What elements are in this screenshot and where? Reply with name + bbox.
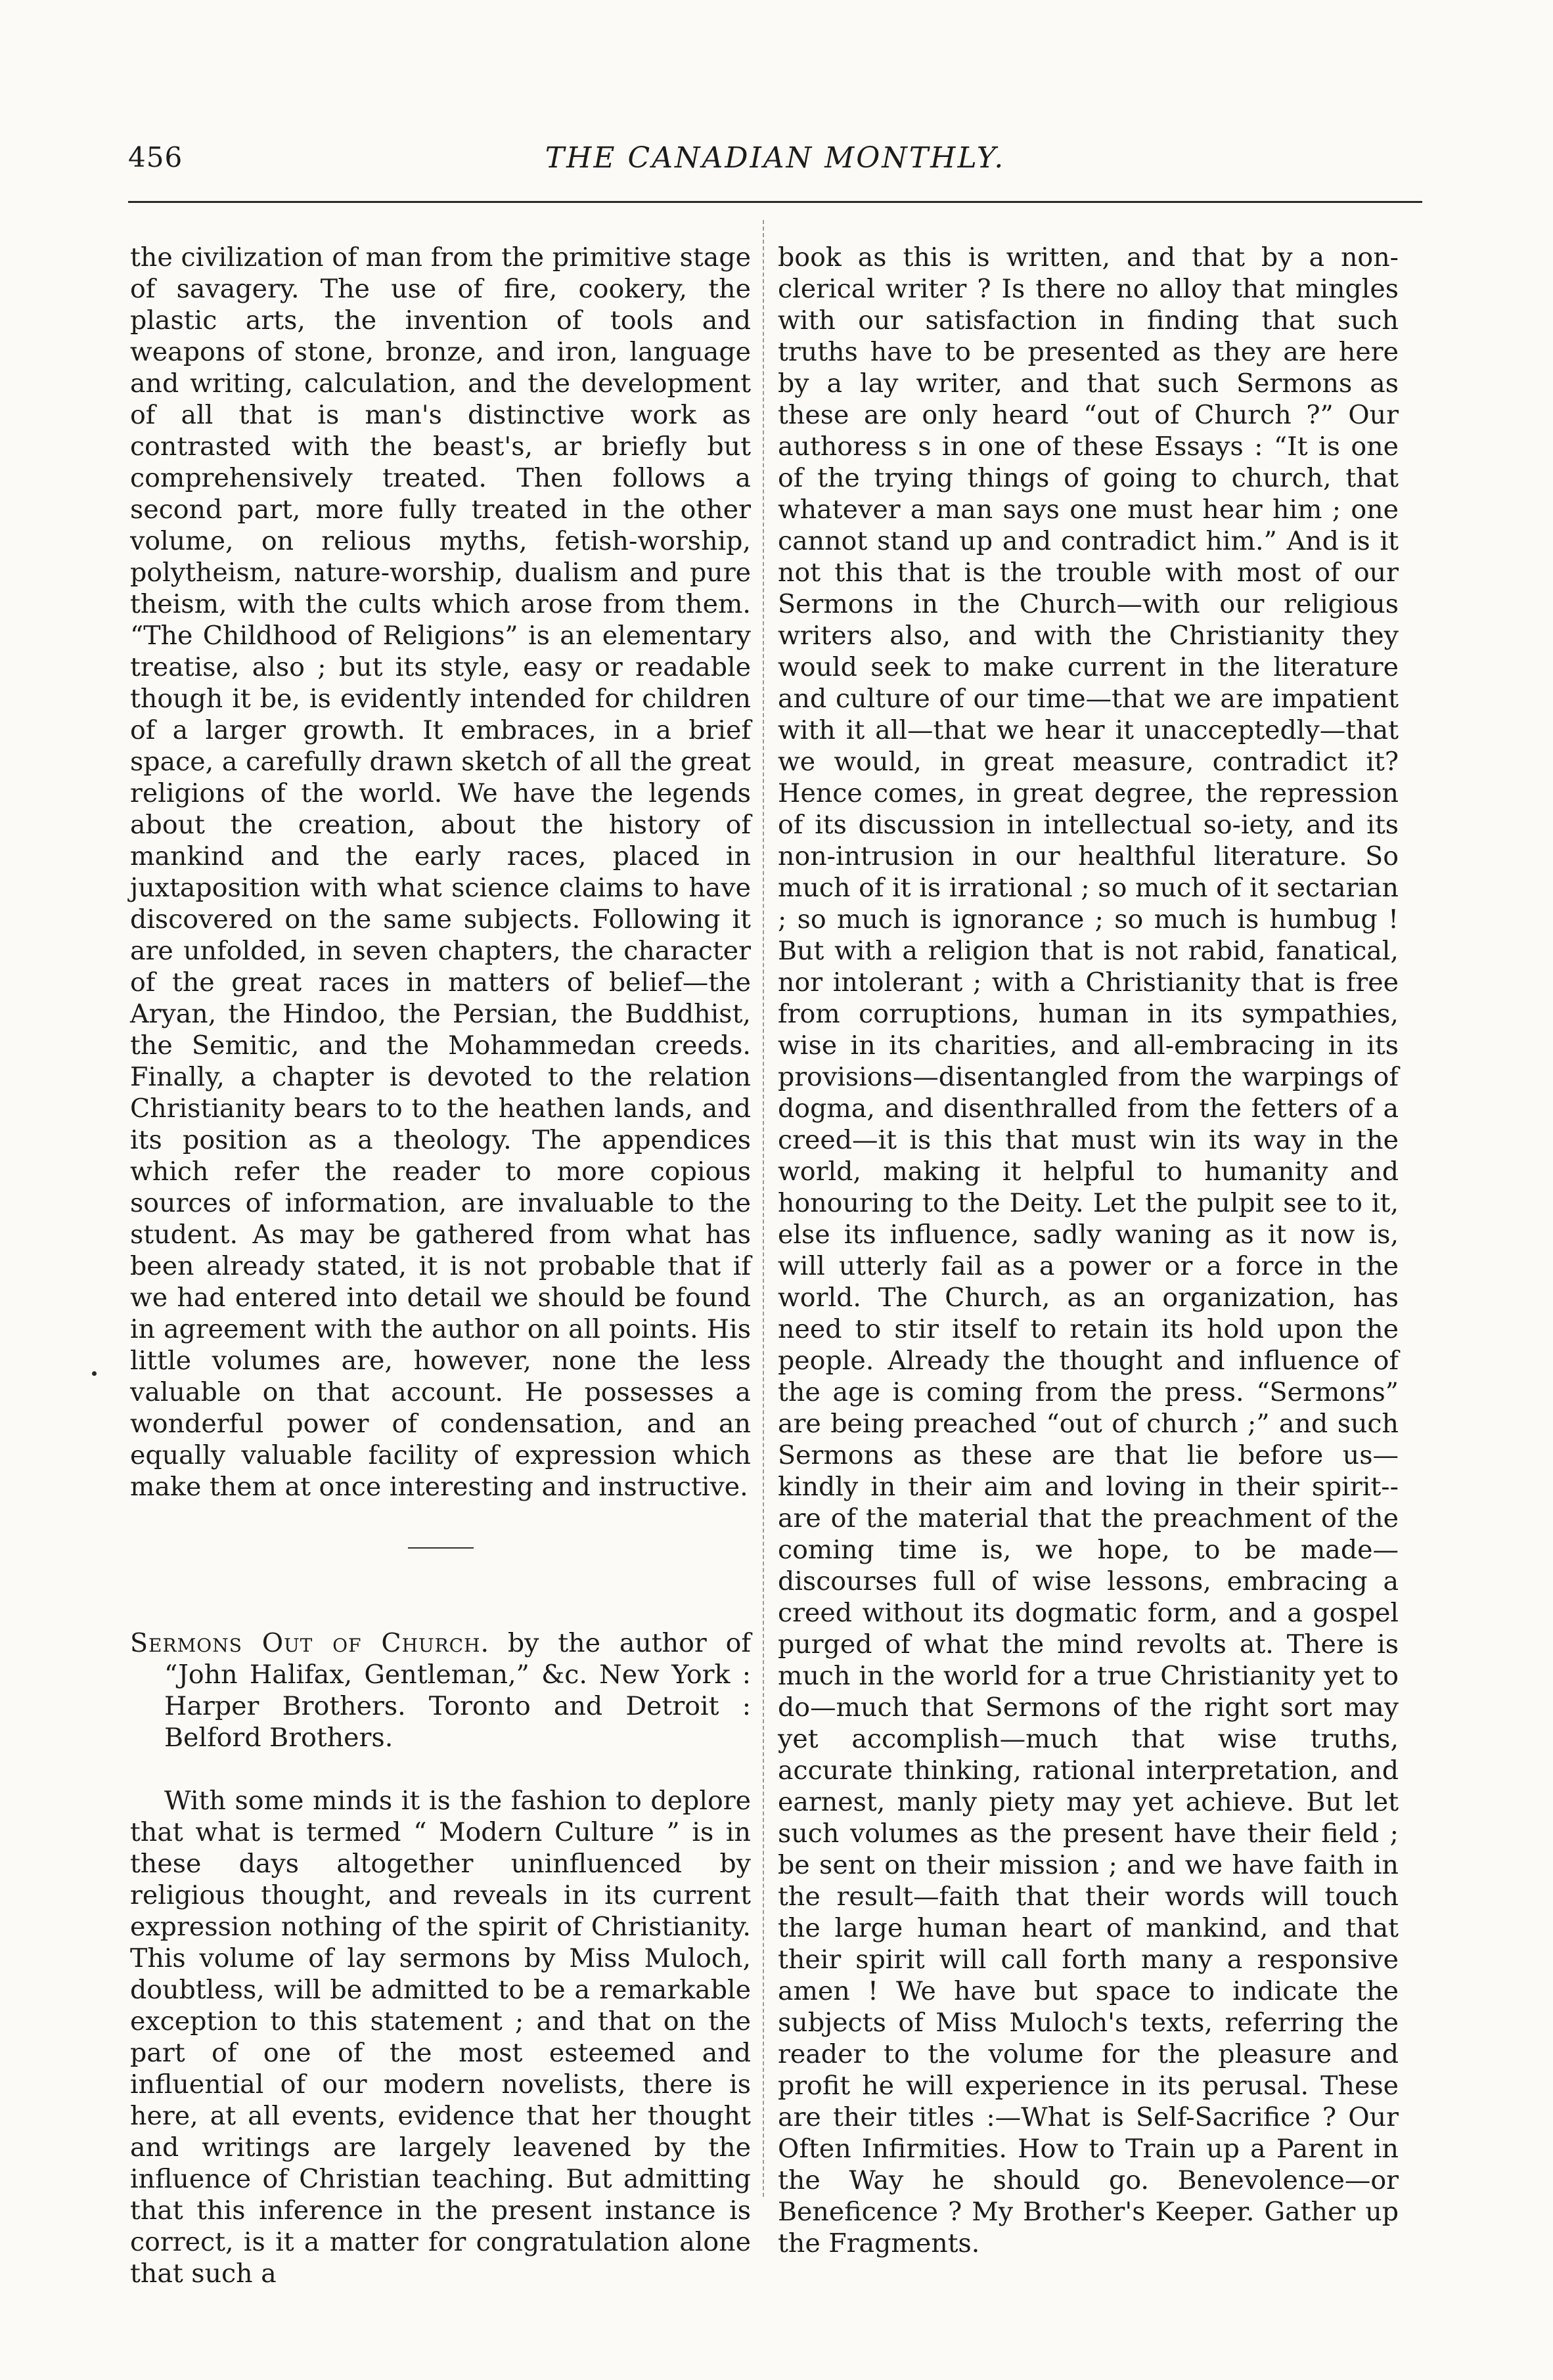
review-continuation-paragraph-right: book as this is written, and that by a non-clerical writer ? Is there no alloy that mingles with our satisfaction in finding that such truths have to be presented as they are here by a lay writer, and that such Sermons as these are only heard “out of Church ?” Our authoress s in one of these Essays : “It is one of the trying things of going to church, that whatever a man says one must hear him ; one cannot stand up and contradict him.” And is it not this that is the trouble with most of our Sermons in the Church—with our religious writers also, and with the Christianity they would seek to make current in the literature and culture of our time—that we are impatient with it all—that we hear it unacceptedly—that we would, in great measure, contradict it? Hence comes, in great degree, the repression of its discussion in intellectual so-iety, and its non-intrusion in our healthful literature. So much of it is irrational ; so much of it sectarian ; so much is ignorance ; so much is humbug ! But with a religion that is not rabid, fanatical, nor intolerant ; with a Christianity that is free from corruptions, human in its sympathies, wise in its charities, and all-embracing in its provisions—disentangled from the warpings of dogma, and disenthralled from the fetters of a creed—it is this that must win its way in the world, making it helpful to humanity and honouring to the Deity. Let the pulpit see to it, else its influence, sadly waning as it now is, will utterly fail as a power or a force in the world. The Church, as an organization, has need to stir itself to retain its hold upon the people. Already the thought and influence of the age is coming from the press. “Sermons” are being preached “out of church ;” and such Sermons as these are that lie before us—kindly in their aim and loving in their spirit--are of the material that the preachment of the coming time is, we hope, to be made—discourses full of wise lessons, embracing a creed without its dogmatic form, and a gospel purged of what the mind revolts at. There is much in the world for a true Christianity yet to do—much that Sermons of the right sort may yet accomplish—much that wise truths, accurate thinking, rational interpretation, and earnest, manly piety may yet achieve. But let such volumes as the present have their field ; be sent on their mission ; and we have faith in the result—faith that their words will touch the large human heart of mankind, and that their spirit will call forth many a responsive amen ! We have but space to indicate the subjects of Miss Muloch's texts, referring the reader to the volume for the pleasure and profit he will experience in its perusal. These are their titles :—What is Self-Sacrifice ? Our Often Infirmities. How to Train up a Parent in the Way he should go. Benevolence—or Beneficence ? My Brother's Keeper. Gather up the Fragments.	[778, 242, 1399, 2259]
review-paragraph: With some minds it is the fashion to deplore that what is termed “ Modern Culture ” is in these days altogether uninfluenced by religious thought, and reveals in its current expression nothing of the spirit of Christianity. This volume of lay sermons by Miss Muloch, doubtless, will be admitted to be a remarkable exception to this statement ; and that on the part of one of the most esteemed and influential of our modern novelists, there is here, at all events, evidence that her thought and writings are largely leavened by the influence of Christian teaching. But admitting that this inference in the present instance is correct, is it a matter for congratulation alone that such a	[130, 1786, 751, 2289]
page-number: 456	[128, 141, 183, 173]
right-column	[778, 242, 1399, 2259]
margin-mark	[92, 1371, 97, 1376]
book-notice	[130, 1627, 751, 1753]
review-continuation-paragraph: the civilization of man from the primitive stage of savagery. The use of fire, cookery, the plastic arts, the invention of tools and weapons of stone, bronze, and iron, language and writing, calculation, and the development of all that is man's distinctive work as contrasted with the beast's, ar briefly but comprehensively treated. Then follows a second part, more fully treated in the other volume, on relious myths, fetish-worship, polytheism, nature-worship, dualism and pure theism, with the cults which arose from them. “The Childhood of Religions” is an elementary treatise, also ; but its style, easy or readable though it be, is evidently intended for children of a larger growth. It embraces, in a brief space, a carefully drawn sketch of all the great religions of the world. We have the legends about the creation, about the history of mankind and the early races, placed in juxtaposition with what science claims to have discovered on the same subjects. Following it are unfolded, in seven chapters, the character of the great races in matters of belief—the Aryan, the Hindoo, the Persian, the Buddhist, the Semitic, and the Mohammedan creeds. Finally, a chapter is devoted to the relation Christianity bears to to the heathen lands, and its position as a theology. The appendices which refer the reader to more copious sources of information, are invaluable to the student. As may be gathered from what has been already stated, it is not probable that if we had entered into detail we should be found in agreement with the author on all points. His little volumes are, however, none the less valuable on that account. He possesses a wonderful power of condensation, and an equally valuable facility of expression which make them at once interesting and instructive.	[130, 242, 751, 1502]
book-details: . by the author of “John Halifax, Gentleman,” &c. New York : Harper Brothers. Toronto and Detroit : Belford Brothers.	[164, 1628, 751, 1753]
running-title: THE CANADIAN MONTHLY.	[545, 141, 1006, 175]
book-title: Sermons Out of Church	[130, 1628, 481, 1658]
left-column	[130, 242, 751, 2289]
section-separator	[408, 1547, 474, 1549]
column-divider	[763, 220, 764, 2197]
page-header	[128, 141, 1422, 194]
header-rule	[128, 201, 1422, 203]
